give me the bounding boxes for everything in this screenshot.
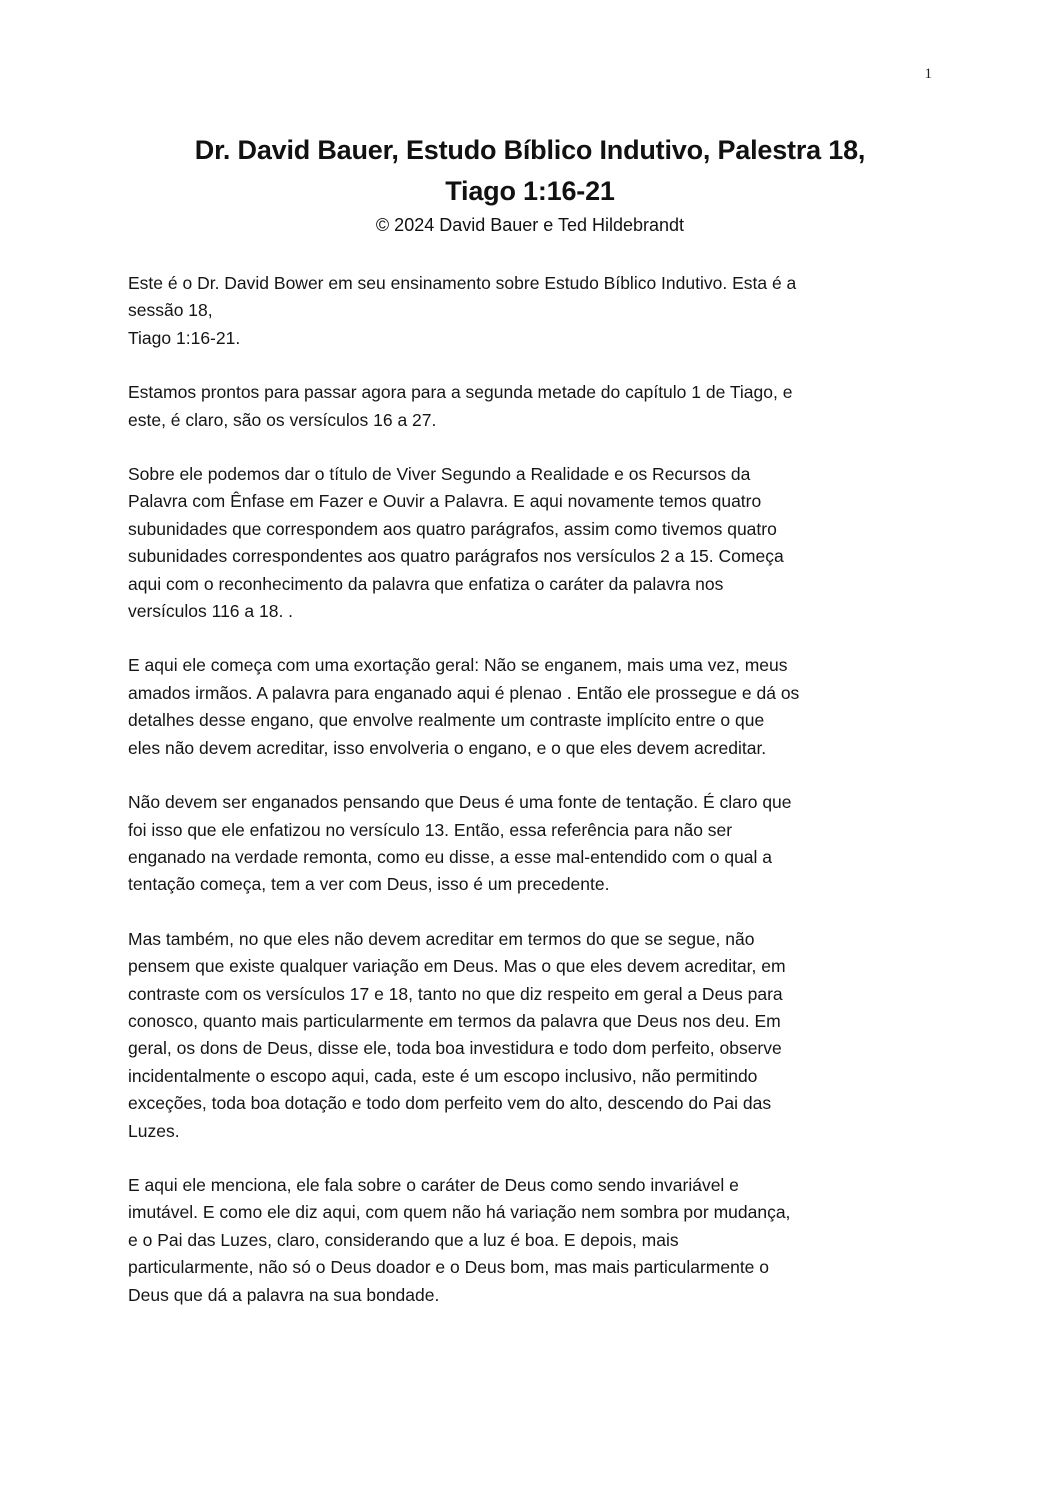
text-line: Palavra com Ênfase em Fazer e Ouvir a Palavra. E aqui novamente temos quatro [128, 491, 762, 512]
text-line: sessão 18, [128, 300, 213, 321]
document-title [100, 130, 960, 212]
text-line: pensem que existe qualquer variação em Deus. Mas o que eles devem acreditar, em [128, 956, 786, 977]
text-line: E aqui ele menciona, ele fala sobre o caráter de Deus como sendo invariável e [128, 1174, 739, 1195]
text-line: foi isso que ele enfatizou no versículo 13. Então, essa referência para não ser [128, 819, 733, 840]
text-line: subunidades que correspondem aos quatro parágrafos, assim como tivemos quatro [128, 518, 777, 539]
paragraph [128, 379, 936, 434]
copyright-notice: © 2024 David Bauer e Ted Hildebrandt [375, 215, 685, 235]
paragraph [128, 926, 936, 1145]
text-line: este, é claro, são os versículos 16 a 27. [128, 409, 437, 430]
paragraph [128, 461, 936, 625]
text-line: enganado na verdade remonta, como eu disse, a esse mal-entendido com o qual a [128, 846, 773, 867]
text-line: eles não devem acreditar, isso envolveria o engano, e o que eles devem acreditar. [128, 737, 767, 758]
title-line: Dr. David Bauer, Estudo Bíblico Indutivo, Palestra 18, [194, 135, 866, 165]
page-number: 1 [924, 66, 932, 82]
text-line: Este é o Dr. David Bower em seu ensinamento sobre Estudo Bíblico Indutivo. Esta é a [128, 273, 797, 293]
text-line: Tiago 1:16-21. [128, 327, 241, 348]
text-line: e o Pai das Luzes, claro, considerando que a luz é boa. E depois, mais [128, 1229, 679, 1250]
paragraph [128, 789, 936, 899]
text-line: incidentalmente o escopo aqui, cada, este é um escopo inclusivo, não permitindo [128, 1065, 758, 1086]
text-line: Deus que dá a palavra na sua bondade. [128, 1284, 440, 1305]
text-line: contraste com os versículos 17 e 18, tanto no que diz respeito em geral a Deus para [128, 983, 783, 1004]
text-line: subunidades correspondentes aos quatro parágrafos nos versículos 2 a 15. Começa [128, 546, 784, 567]
paragraph [128, 1172, 936, 1309]
title-line: Tiago 1:16-21 [445, 176, 615, 206]
document-body [128, 270, 936, 1336]
text-line: Luzes. [128, 1120, 180, 1141]
text-line: particularmente, não só o Deus doador e o Deus bom, mas mais particularmente o [128, 1257, 770, 1278]
text-line: geral, os dons de Deus, disse ele, toda boa investidura e todo dom perfeito, observe [128, 1038, 782, 1059]
text-line: Não devem ser enganados pensando que Deus é uma fonte de tentação. É claro que [128, 792, 792, 813]
text-line: E aqui ele começa com uma exortação geral: Não se enganem, mais uma vez, meus [128, 655, 788, 676]
text-line: Estamos prontos para passar agora para a segunda metade do capítulo 1 de Tiago, e [128, 382, 793, 403]
text-line: conosco, quanto mais particularmente em termos da palavra que Deus nos deu. Em [128, 1010, 781, 1031]
text-line: Sobre ele podemos dar o título de Viver Segundo a Realidade e os Recursos da [128, 464, 751, 485]
text-line: Mas também, no que eles não devem acreditar em termos do que se segue, não [128, 928, 755, 949]
paragraph [128, 270, 936, 352]
text-line: aqui com o reconhecimento da palavra que enfatiza o caráter da palavra nos [128, 573, 724, 594]
text-line: exceções, toda boa dotação e todo dom perfeito vem do alto, descendo do Pai das [128, 1093, 772, 1114]
text-line: amados irmãos. A palavra para enganado aqui é plenao . Então ele prossegue e dá os [128, 682, 800, 703]
paragraph [128, 652, 936, 762]
document-header [100, 130, 960, 237]
text-line: detalhes desse engano, que envolve realmente um contraste implícito entre o que [128, 710, 765, 731]
text-line: imutável. E como ele diz aqui, com quem não há variação nem sombra por mudança, [128, 1202, 791, 1223]
text-line: versículos 116 a 18. . [128, 601, 294, 622]
text-line: tentação começa, tem a ver com Deus, isso é um precedente. [128, 874, 610, 895]
